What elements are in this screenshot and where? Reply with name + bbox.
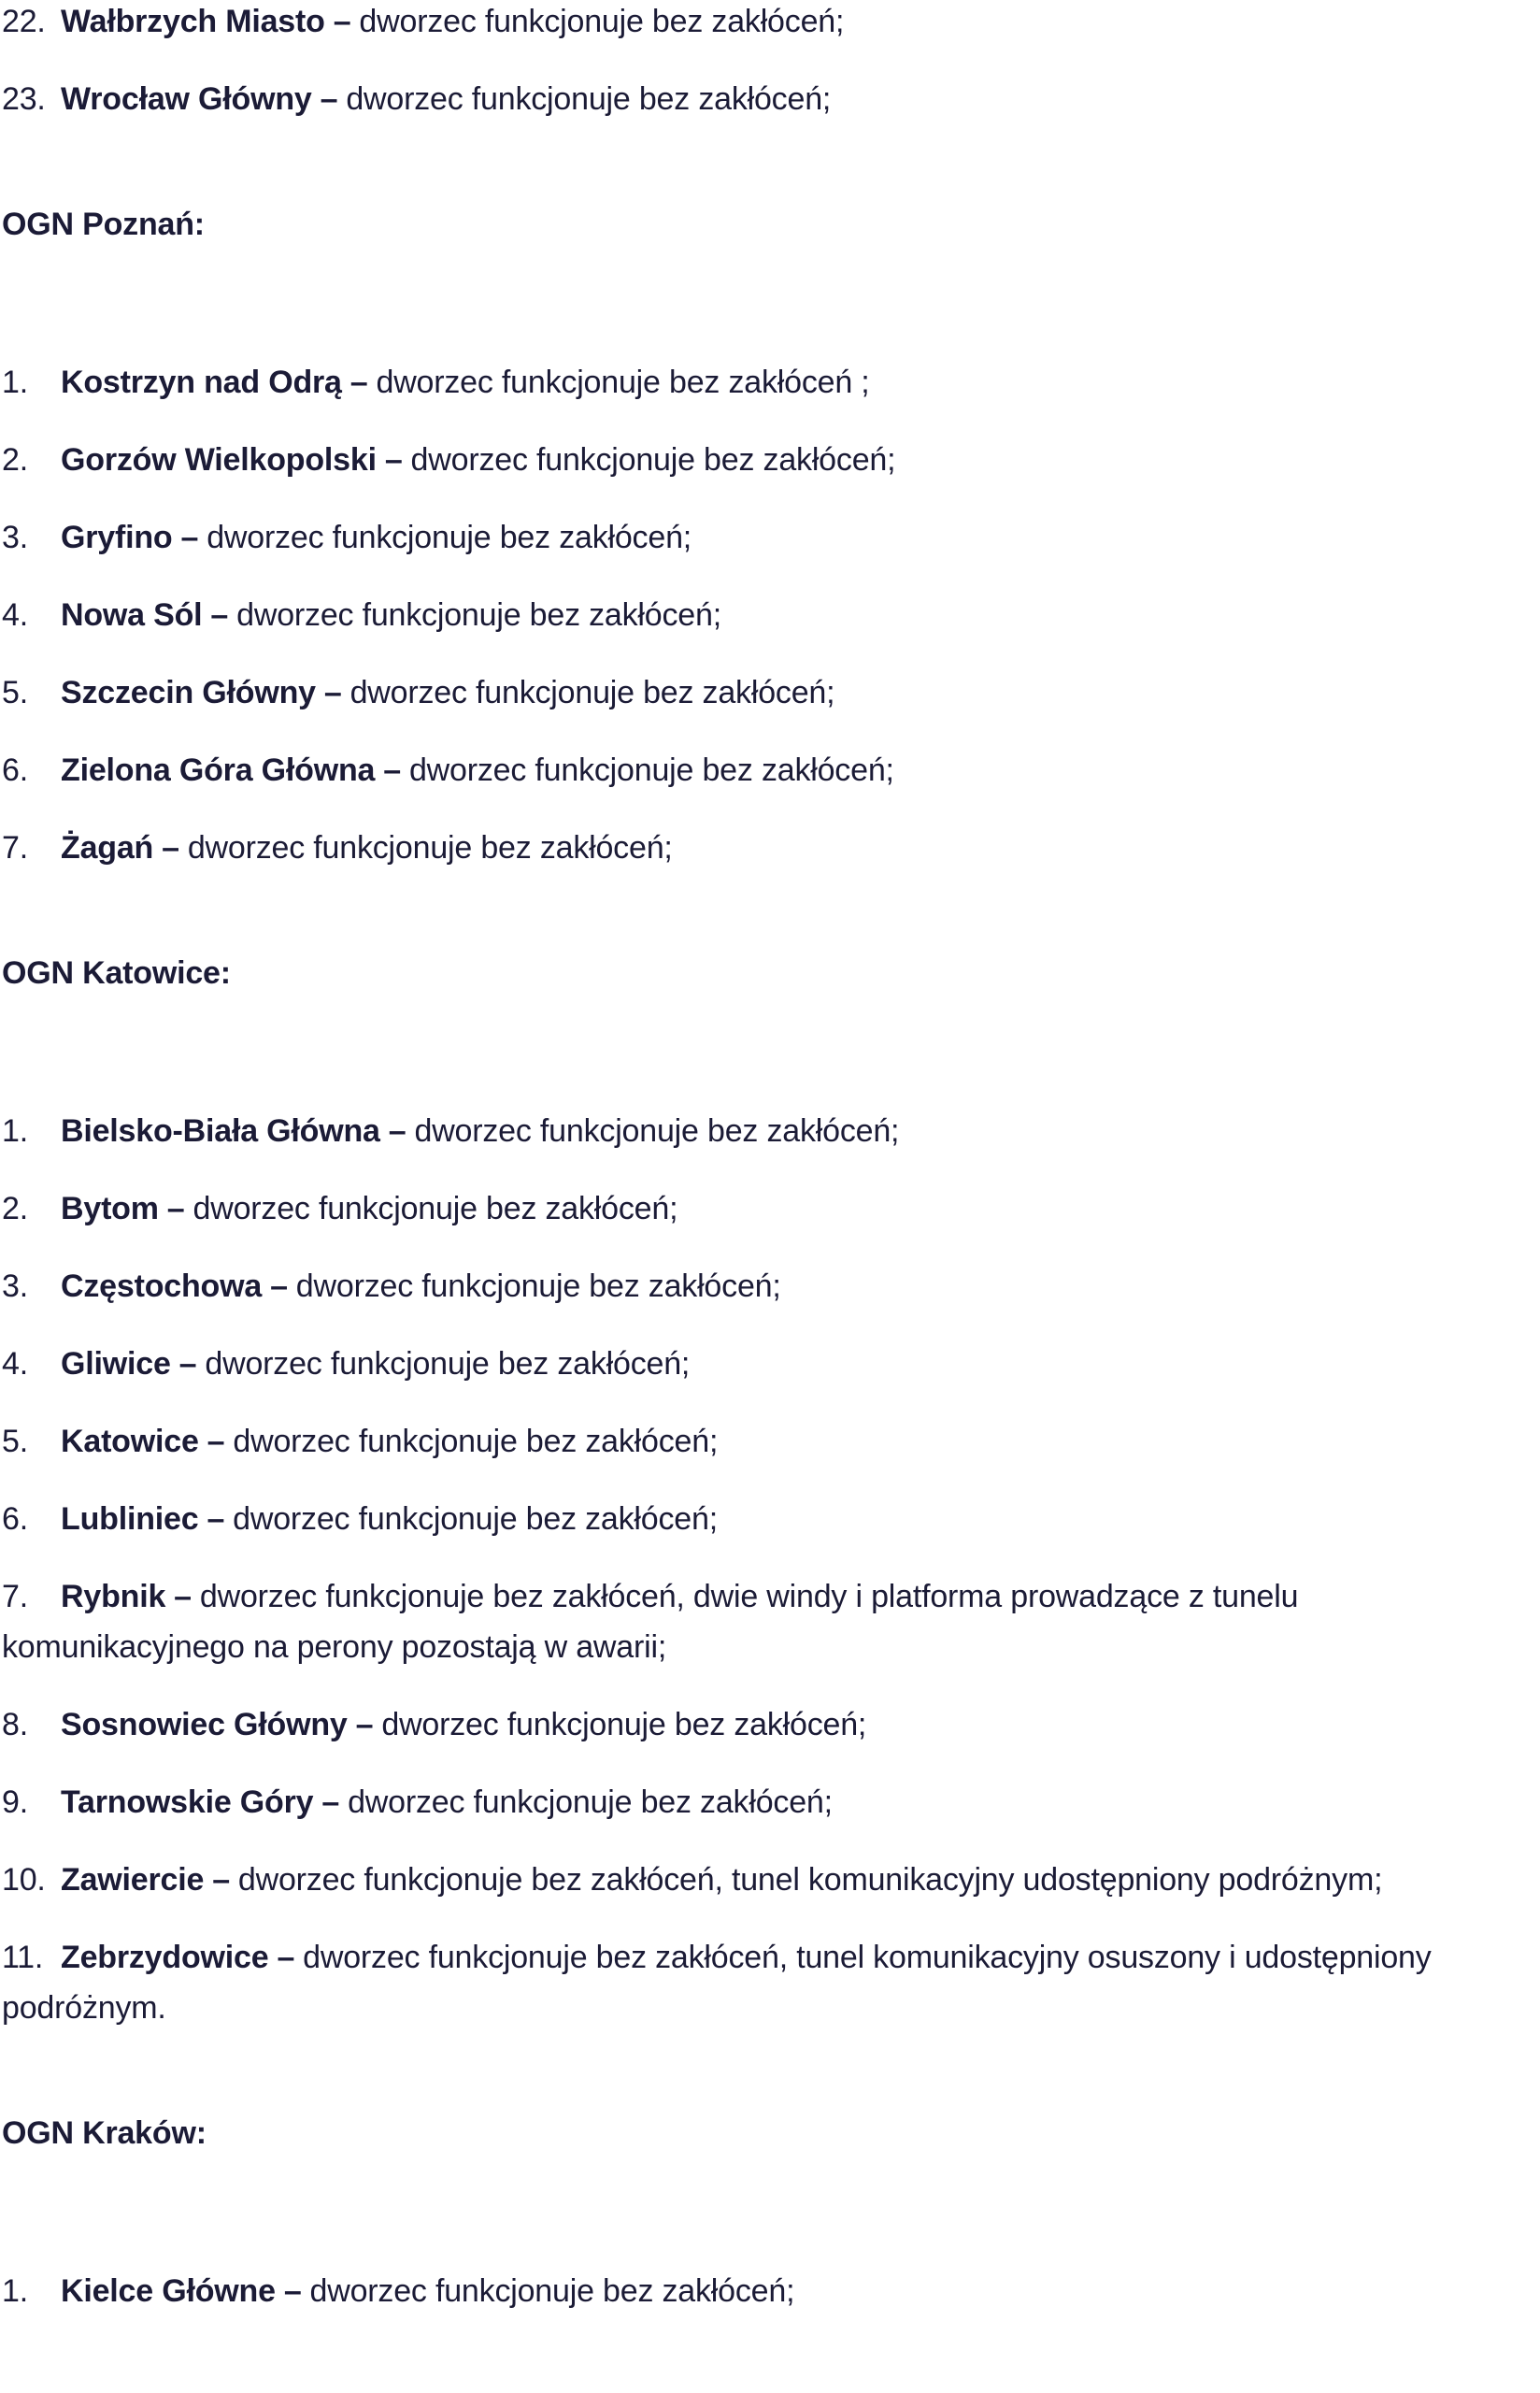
item-description: dworzec funkcjonuje bez zakłóceń; xyxy=(381,1707,867,1742)
list-item xyxy=(2,1339,1533,1389)
item-description-line2: podróżnym. xyxy=(2,1990,166,2026)
item-number: 7. xyxy=(2,1579,28,1614)
dash-separator: – xyxy=(321,1784,340,1820)
list-item xyxy=(2,1183,1533,1234)
station-name: Zebrzydowice xyxy=(61,1940,269,1975)
station-name: Wałbrzych Miasto xyxy=(61,4,325,39)
item-number: 23. xyxy=(2,81,46,117)
section-heading-katowice: OGN Katowice: xyxy=(2,955,231,991)
dash-separator: – xyxy=(162,830,179,866)
list-item xyxy=(2,1932,1533,2033)
list-item xyxy=(2,0,1533,47)
item-number: 4. xyxy=(2,597,28,633)
dash-separator: – xyxy=(320,81,338,117)
station-name: Tarnowskie Góry xyxy=(61,1784,314,1820)
item-description: dworzec funkcjonuje bez zakłóceń; xyxy=(295,1268,781,1304)
dash-separator: – xyxy=(212,1862,230,1898)
dash-separator: – xyxy=(349,365,368,400)
dash-separator: – xyxy=(283,2273,302,2309)
station-name: Nowa Sól xyxy=(61,597,203,633)
item-description: dworzec funkcjonuje bez zakłóceń; xyxy=(233,1501,718,1537)
station-name: Gryfino xyxy=(61,520,173,555)
item-number: 9. xyxy=(2,1784,28,1820)
dash-separator: – xyxy=(178,1346,197,1382)
list-item xyxy=(2,1571,1533,1672)
list-item xyxy=(2,74,1533,124)
item-description: dworzec funkcjonuje bez zakłóceń; xyxy=(408,752,894,788)
item-number: 5. xyxy=(2,1424,28,1459)
item-number: 1. xyxy=(2,1113,28,1149)
item-description: dworzec funkcjonuje bez zakłóceń; xyxy=(233,1424,719,1459)
dash-separator: – xyxy=(388,1113,406,1149)
item-number: 1. xyxy=(2,365,28,400)
item-description: dworzec funkcjonuje bez zakłóceń; xyxy=(414,1113,900,1149)
item-description-line2: komunikacyjnego na perony pozostają w awarii; xyxy=(2,1629,667,1665)
list-item xyxy=(2,1855,1533,1905)
list-item xyxy=(2,1777,1533,1827)
item-number: 6. xyxy=(2,1501,28,1537)
station-name: Katowice xyxy=(61,1424,199,1459)
item-number: 3. xyxy=(2,520,28,555)
item-description: dworzec funkcjonuje bez zakłóceń; xyxy=(187,830,673,866)
dash-separator: – xyxy=(207,1424,225,1459)
dash-separator: – xyxy=(333,4,351,39)
item-number: 22. xyxy=(2,4,46,39)
dash-separator: – xyxy=(384,442,403,478)
station-name: Gliwice xyxy=(61,1346,171,1382)
dash-separator: – xyxy=(323,675,342,710)
item-number: 8. xyxy=(2,1707,28,1742)
station-name: Lubliniec xyxy=(61,1501,199,1537)
item-description: dworzec funkcjonuje bez zakłóceń; xyxy=(205,1346,691,1382)
list-item xyxy=(2,512,1533,563)
list-item xyxy=(2,1416,1533,1467)
item-number: 3. xyxy=(2,1268,28,1304)
item-number: 1. xyxy=(2,2273,28,2309)
item-number: 2. xyxy=(2,442,28,478)
list-item xyxy=(2,1494,1533,1544)
list-item xyxy=(2,1106,1533,1156)
list-item xyxy=(2,667,1533,718)
item-number: 4. xyxy=(2,1346,28,1382)
station-name: Kostrzyn nad Odrą xyxy=(61,365,342,400)
item-description: dworzec funkcjonuje bez zakłóceń, dwie windy i platforma prowadzące z tunelu xyxy=(199,1579,1299,1614)
item-description: dworzec funkcjonuje bez zakłóceń; xyxy=(359,4,845,39)
item-description: dworzec funkcjonuje bez zakłóceń; xyxy=(349,675,835,710)
dash-separator: – xyxy=(207,1501,225,1537)
station-name: Bielsko-Biała Główna xyxy=(61,1113,380,1149)
station-name: Zielona Góra Główna xyxy=(61,752,376,788)
item-number: 6. xyxy=(2,752,28,788)
list-item xyxy=(2,1261,1533,1311)
item-description: dworzec funkcjonuje bez zakłóceń ; xyxy=(376,365,870,400)
dash-separator: – xyxy=(210,597,229,633)
station-name: Kielce Główne xyxy=(61,2273,276,2309)
station-name: Wrocław Główny xyxy=(61,81,312,117)
station-name: Bytom xyxy=(61,1191,159,1226)
item-description: dworzec funkcjonuje bez zakłóceń, tunel komunikacyjny osuszony i udostępniony xyxy=(303,1940,1432,1975)
station-name: Szczecin Główny xyxy=(61,675,316,710)
station-name: Rybnik xyxy=(61,1579,166,1614)
dash-separator: – xyxy=(166,1191,185,1226)
item-description: dworzec funkcjonuje bez zakłóceń; xyxy=(207,520,692,555)
section-heading-poznan: OGN Poznań: xyxy=(2,207,205,242)
list-item xyxy=(2,357,1533,408)
list-item xyxy=(2,435,1533,485)
item-description: dworzec funkcjonuje bez zakłóceń; xyxy=(346,81,832,117)
item-description: dworzec funkcjonuje bez zakłóceń; xyxy=(348,1784,833,1820)
item-description: dworzec funkcjonuje bez zakłóceń, tunel komunikacyjny udostępniony podróżnym; xyxy=(237,1862,1383,1898)
station-name: Gorzów Wielkopolski xyxy=(61,442,377,478)
item-number: 10. xyxy=(2,1862,46,1898)
item-description: dworzec funkcjonuje bez zakłóceń; xyxy=(410,442,896,478)
item-description: dworzec funkcjonuje bez zakłóceń; xyxy=(192,1191,678,1226)
dash-separator: – xyxy=(174,1579,192,1614)
list-item xyxy=(2,823,1533,873)
dash-separator: – xyxy=(270,1268,288,1304)
item-number: 2. xyxy=(2,1191,28,1226)
dash-separator: – xyxy=(355,1707,374,1742)
item-number: 5. xyxy=(2,675,28,710)
dash-separator: – xyxy=(383,752,401,788)
list-item xyxy=(2,2266,1533,2316)
station-name: Zawiercie xyxy=(61,1862,205,1898)
station-name: Żagań xyxy=(61,830,154,866)
list-item xyxy=(2,745,1533,795)
dash-separator: – xyxy=(180,520,199,555)
section-heading-krakow: OGN Kraków: xyxy=(2,2115,207,2151)
list-item xyxy=(2,1699,1533,1750)
item-description: dworzec funkcjonuje bez zakłóceń; xyxy=(309,2273,795,2309)
item-description: dworzec funkcjonuje bez zakłóceń; xyxy=(236,597,721,633)
item-number: 7. xyxy=(2,830,28,866)
station-name: Częstochowa xyxy=(61,1268,263,1304)
item-number: 11. xyxy=(2,1940,44,1975)
station-name: Sosnowiec Główny xyxy=(61,1707,348,1742)
list-item xyxy=(2,590,1533,640)
dash-separator: – xyxy=(277,1940,295,1975)
